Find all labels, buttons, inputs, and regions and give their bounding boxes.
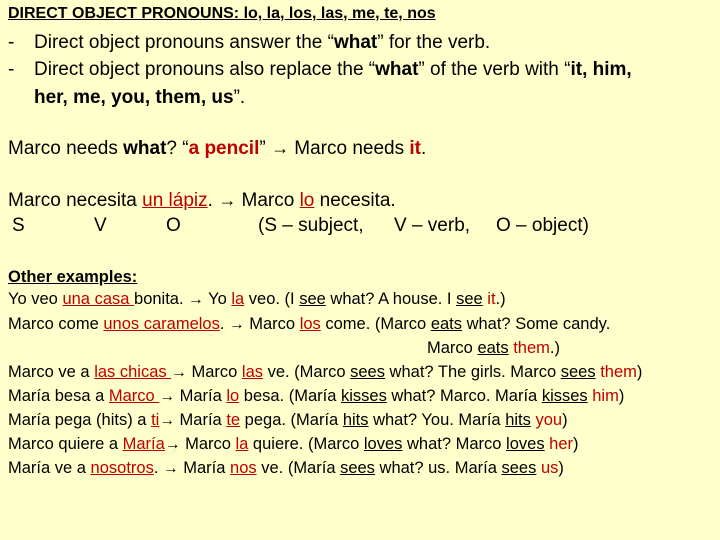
text: Yo veo (8, 290, 63, 308)
text: Direct object pronouns answer the “ (34, 32, 334, 53)
verb: kisses (541, 387, 588, 405)
arrow-icon: → (163, 460, 179, 477)
text: Marco (186, 363, 242, 381)
english-pronoun: them (600, 363, 637, 381)
example-row (8, 363, 642, 382)
direct-object: las chicas (94, 363, 172, 381)
example-row (8, 387, 624, 406)
example-row (8, 290, 506, 309)
text: necesita. (314, 190, 396, 211)
verb: eats (430, 315, 462, 333)
text: what? The girls. Marco (384, 363, 561, 381)
example-row (8, 435, 579, 454)
text: María (174, 387, 227, 405)
verb: hits (342, 411, 369, 429)
emphasis-what: what (123, 138, 167, 159)
spanish-example (8, 190, 396, 212)
text: ) (618, 387, 625, 405)
text: María (174, 411, 227, 429)
pronoun: nos (230, 459, 257, 477)
text: ” for the verb. (377, 32, 491, 53)
english-pronoun: us (540, 459, 559, 477)
bullet-2 (8, 59, 632, 81)
text: Marco (427, 339, 478, 357)
text: what? Some candy. (462, 315, 611, 333)
english-pronoun: it (487, 290, 496, 308)
text: what? A house. I (325, 290, 457, 308)
text: Marco come (8, 315, 104, 333)
text: quiere. (Marco (248, 435, 364, 453)
text: come. (Marco (320, 315, 431, 333)
text: María pega (hits) a (8, 411, 152, 429)
text: .) (549, 339, 560, 357)
text: María besa a (8, 387, 109, 405)
text: ”. (233, 87, 246, 108)
pronoun-list: her, me, you, them, us (34, 87, 234, 108)
key-object: O – object) (496, 215, 589, 236)
text: ) (636, 363, 643, 381)
arrow-icon: → (218, 190, 237, 210)
direct-object: ti (151, 411, 160, 429)
text: Direct object pronouns also replace the “ (34, 59, 376, 80)
text: ” (259, 138, 271, 159)
text: . (153, 459, 164, 477)
english-example (8, 138, 426, 160)
arrow-icon: → (164, 436, 181, 453)
text: Marco needs (288, 138, 410, 159)
text: Marco (236, 190, 300, 211)
pronoun: it (409, 138, 421, 159)
key-subject: (S – subject, (258, 215, 364, 236)
example-row (8, 315, 610, 334)
example-row (8, 411, 568, 430)
text: what? You. María (368, 411, 506, 429)
english-pronoun: them (513, 339, 550, 357)
text: ve. (María (256, 459, 341, 477)
direct-object: Marco (108, 387, 160, 405)
pronoun: los (299, 315, 321, 333)
direct-object: unos caramelos (103, 315, 220, 333)
verb: sees (350, 363, 385, 381)
text: bonita. (134, 290, 189, 308)
text: . (219, 315, 230, 333)
text: Marco necesita (8, 190, 143, 211)
verb: loves (506, 435, 545, 453)
key-verb: V – verb, (394, 215, 471, 236)
text: Marco ve a (8, 363, 95, 381)
text: Marco (180, 435, 236, 453)
text: .) (495, 290, 506, 308)
label-o: O (166, 215, 181, 236)
verb: kisses (340, 387, 387, 405)
english-pronoun: him (592, 387, 619, 405)
examples-heading: Other examples: (8, 268, 138, 286)
example-row-continued (427, 339, 560, 358)
text: besa. (María (239, 387, 341, 405)
text: what? Marco (402, 435, 507, 453)
text: what? Marco. María (386, 387, 542, 405)
pronoun: la (235, 435, 249, 453)
bullet-dash: - (8, 59, 15, 80)
text: ” of the verb with “ (418, 59, 571, 80)
text: María ve a (8, 459, 91, 477)
arrow-icon: → (159, 388, 175, 405)
pronoun: lo (226, 387, 240, 405)
bullet-dash: - (8, 32, 15, 53)
text: . (207, 190, 219, 211)
emphasis-what: what (375, 59, 419, 80)
verb: see (299, 290, 326, 308)
label-v: V (94, 215, 107, 236)
text: Yo (203, 290, 232, 308)
arrow-icon: → (171, 364, 187, 381)
text: ve. (Marco (263, 363, 351, 381)
pronoun-list: it, him, (570, 59, 632, 80)
direct-object: María (122, 435, 165, 453)
text: Marco needs (8, 138, 124, 159)
text: María (178, 459, 231, 477)
text: Marco quiere a (8, 435, 123, 453)
text: ) (562, 411, 568, 429)
arrow-icon: → (270, 138, 289, 158)
verb: eats (477, 339, 509, 357)
emphasis-what: what (333, 32, 378, 53)
arrow-icon: → (188, 291, 204, 308)
pronoun: lo (299, 190, 315, 211)
direct-object: una casa (62, 290, 135, 308)
text: veo. (I (244, 290, 300, 308)
english-pronoun: you (535, 411, 563, 429)
text: pega. (María (240, 411, 343, 429)
text: ? “ (166, 138, 189, 159)
arrow-icon: → (159, 412, 175, 429)
direct-object: nosotros (90, 459, 154, 477)
example-row (8, 459, 564, 478)
text: what? us. María (374, 459, 502, 477)
direct-object: un lápiz (142, 190, 208, 211)
verb: hits (505, 411, 531, 429)
bullet-2-continued (34, 87, 245, 109)
arrow-icon: → (229, 316, 245, 333)
bullet-1 (8, 32, 490, 54)
text: Marco (244, 315, 300, 333)
verb: sees (501, 459, 537, 477)
pronoun: la (231, 290, 245, 308)
verb: sees (560, 363, 596, 381)
verb: see (456, 290, 483, 308)
english-pronoun: her (549, 435, 574, 453)
text: ) (573, 435, 579, 453)
slide-title: DIRECT OBJECT PRONOUNS: lo, la, los, las, me, te, nos (8, 5, 436, 22)
direct-object: a pencil (188, 138, 260, 159)
pronoun: las (241, 363, 263, 381)
verb: loves (363, 435, 403, 453)
pronoun: te (226, 411, 241, 429)
text: ) (558, 459, 564, 477)
label-s: S (12, 215, 25, 236)
verb: sees (340, 459, 375, 477)
text: . (421, 138, 427, 159)
